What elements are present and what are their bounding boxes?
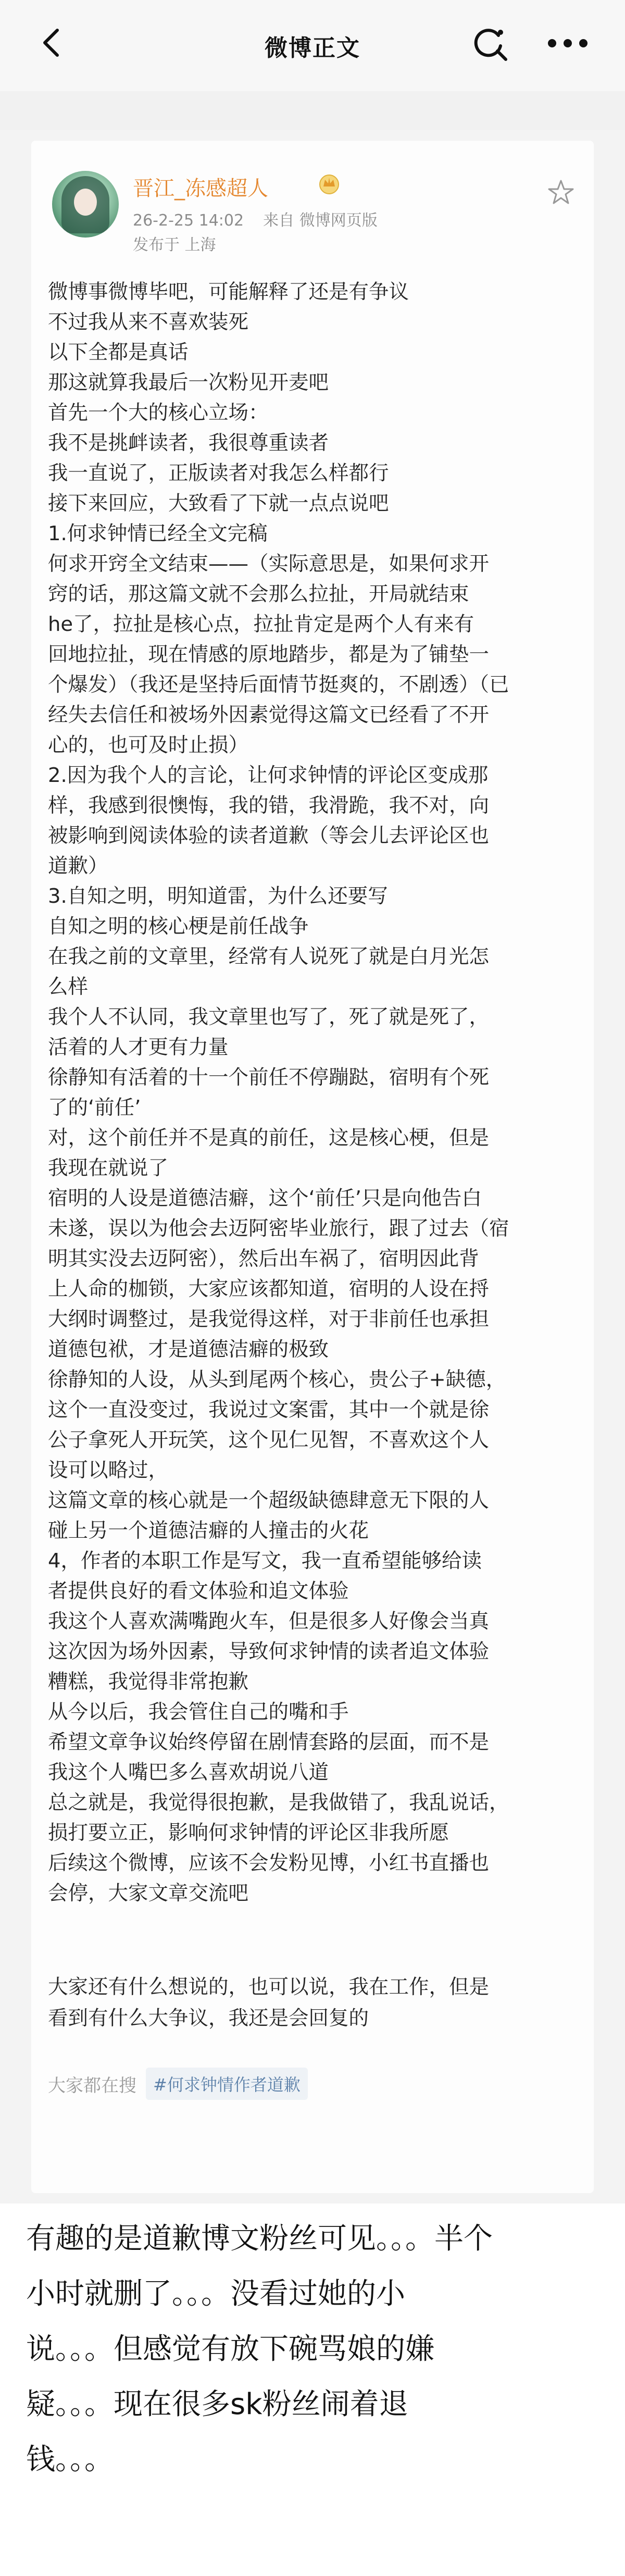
star-outline-icon[interactable] <box>547 178 575 206</box>
trending-label: 大家都在搜 <box>48 2075 136 2096</box>
commentary-line: 疑。。。现在很多sk粉丝闹着退 <box>26 2387 408 2421</box>
body-line: he了，拉扯是核心点，拉扯肯定是两个人有来有 <box>48 613 474 636</box>
body-line: 对，这个前任并不是真的前任，这是核心梗，但是 <box>48 1126 490 1150</box>
page-title: 微博正文 <box>265 34 360 61</box>
body-line: 道歉） <box>48 854 108 878</box>
body-line: 后续这个微博，应该不会发粉见博，小红书直播也 <box>48 1851 490 1875</box>
body-line: 接下来回应，大致看了下就一点点说吧 <box>48 492 389 515</box>
body-line: 者提供良好的看文体验和追文体验 <box>48 1579 349 1603</box>
body-line: 自知之明的核心梗是前任战争 <box>48 915 309 938</box>
body-line: 未遂，误以为他会去迈阿密毕业旅行，跟了过去（宿 <box>48 1217 509 1240</box>
commentary-line: 有趣的是道歉博文粉丝可见。。。半个 <box>26 2222 493 2256</box>
body-line: 窍的话，那这篇文就不会那么拉扯，开局就结束 <box>48 582 469 606</box>
body-line: 回地拉扯，现在情感的原地踏步，都是为了铺垫一 <box>48 643 490 666</box>
commentary-line: 说。。。但感觉有放下碗骂娘的嫌 <box>26 2332 434 2366</box>
commentary-line: 小时就删了。。。没看过她的小 <box>26 2277 405 2311</box>
body-line: 么样 <box>48 975 89 999</box>
body-line: 那这就算我最后一次粉见开麦吧 <box>48 371 329 394</box>
crown-badge-icon <box>317 171 342 196</box>
body-line: 总之就是，我觉得很抱歉，是我做错了，我乱说话， <box>48 1791 509 1814</box>
post-location: 发布于 上海 <box>133 236 216 254</box>
body-line: 4，作者的本职工作是写文，我一直希望能够给读 <box>48 1549 482 1573</box>
body-line: 这篇文章的核心就是一个超级缺德肆意无下限的人 <box>48 1489 490 1512</box>
body-line: 我个人不认同，我文章里也写了，死了就是死了， <box>48 1005 490 1029</box>
body-line: 2.因为我个人的言论，让何求钟情的评论区变成那 <box>48 764 489 787</box>
body-line: 我不是挑衅读者，我很尊重读者 <box>48 431 329 455</box>
body-line: 样，我感到很懊悔，我的错，我滑跪，我不对，向 <box>48 794 490 817</box>
body-line: 我一直说了，正版读者对我怎么样都行 <box>48 462 389 485</box>
body-line: 这个一直没变过，我说过文案雷，其中一个就是徐 <box>48 1398 490 1422</box>
body-line: 我现在就说了 <box>48 1156 169 1180</box>
body-line: 不过我从来不喜欢装死 <box>48 310 249 334</box>
closing-line: 看到有什么大争议，我还是会回复的 <box>48 2007 369 2030</box>
post-source: 来自 微博网页版 <box>263 211 378 230</box>
body-line: 徐静知有活着的十一个前任不停蹦跶，宿明有个死 <box>48 1066 490 1089</box>
body-line: 我这个人喜欢满嘴跑火车，但是很多人好像会当真 <box>48 1610 490 1633</box>
body-line: 微博事微博毕吧，可能解释了还是有争议 <box>48 280 409 304</box>
body-line: 心的，也可及时止损） <box>48 733 249 757</box>
body-line: 我这个人嘴巴多么喜欢胡说八道 <box>48 1761 329 1784</box>
caption-commentary <box>26 2211 604 2487</box>
body-line: 道德包袱，才是道德洁癖的极致 <box>48 1338 329 1361</box>
body-line: 首先一个大的核心立场： <box>48 401 269 425</box>
post-body <box>48 277 579 1909</box>
body-line: 希望文章争议始终停留在剧情套路的层面，而不是 <box>48 1731 490 1754</box>
body-line: 3.自知之明，明知道雷，为什么还要写 <box>48 885 388 908</box>
body-line: 糟糕，我觉得非常抱歉 <box>48 1670 249 1694</box>
body-line: 公子拿死人开玩笑，这个见仁见智，不喜欢这个人 <box>48 1428 490 1452</box>
post-card <box>31 141 594 2193</box>
header-separator <box>0 91 625 130</box>
body-line: 这次因为场外因素，导致何求钟情的读者追文体验 <box>48 1640 490 1663</box>
body-line: 大纲时调整过，是我觉得这样，对于非前任也承担 <box>48 1308 490 1331</box>
body-line: 1.何求钟情已经全文完稿 <box>48 522 268 545</box>
body-line: 经失去信任和被场外因素觉得这篇文已经看了不开 <box>48 703 490 727</box>
body-line: 明其实没去迈阿密），然后出车祸了，宿明因此背 <box>48 1247 479 1271</box>
username[interactable]: 晋江_冻感超人 <box>133 177 268 201</box>
hashtag-link[interactable]: #何求钟情作者道歉 <box>146 2068 308 2100</box>
body-line: 被影响到阅读体验的读者道歉（等会儿去评论区也 <box>48 824 490 848</box>
body-line: 会停，大家文章交流吧 <box>48 1882 249 1905</box>
commentary-line: 钱。。。 <box>26 2443 114 2477</box>
body-line: 碰上另一个道德洁癖的人撞击的火花 <box>48 1519 369 1542</box>
avatar[interactable] <box>52 171 119 238</box>
body-line: 从今以后，我会管住自己的嘴和手 <box>48 1700 349 1724</box>
search-refresh-icon[interactable] <box>471 25 509 63</box>
more-dots-icon[interactable] <box>544 30 591 56</box>
body-line: 个爆发）（我还是坚持后面情节挺爽的，不剧透）（已 <box>48 673 509 696</box>
back-arrow-icon[interactable] <box>36 27 68 58</box>
avatar-face-shape <box>74 189 97 216</box>
body-line: 宿明的人设是道德洁癖，这个‘前任’只是向他告白 <box>48 1187 482 1210</box>
closing-line: 大家还有什么想说的，也可以说，我在工作，但是 <box>48 1975 490 1999</box>
search-tag-row <box>48 2068 308 2099</box>
body-line: 在我之前的文章里，经常有人说死了就是白月光怎 <box>48 945 490 968</box>
body-line: 了的‘前任’ <box>48 1096 141 1119</box>
post-meta <box>133 207 378 230</box>
top-navigation-bar <box>0 0 625 91</box>
body-line: 设可以略过， <box>48 1459 169 1482</box>
body-line: 何求开窍全文结束——（实际意思是，如果何求开 <box>48 552 490 576</box>
body-line: 上人命的枷锁，大家应该都知道，宿明的人设在捋 <box>48 1277 490 1301</box>
body-line: 损打要立正，影响何求钟情的评论区非我所愿 <box>48 1821 449 1845</box>
post-closing <box>48 1972 579 2034</box>
post-timestamp: 26-2-25 14:02 <box>133 211 244 230</box>
body-line: 以下全都是真话 <box>48 341 189 364</box>
body-line: 活着的人才更有力量 <box>48 1036 229 1059</box>
body-line: 徐静知的人设，从头到尾两个核心，贵公子+缺德， <box>48 1368 506 1391</box>
